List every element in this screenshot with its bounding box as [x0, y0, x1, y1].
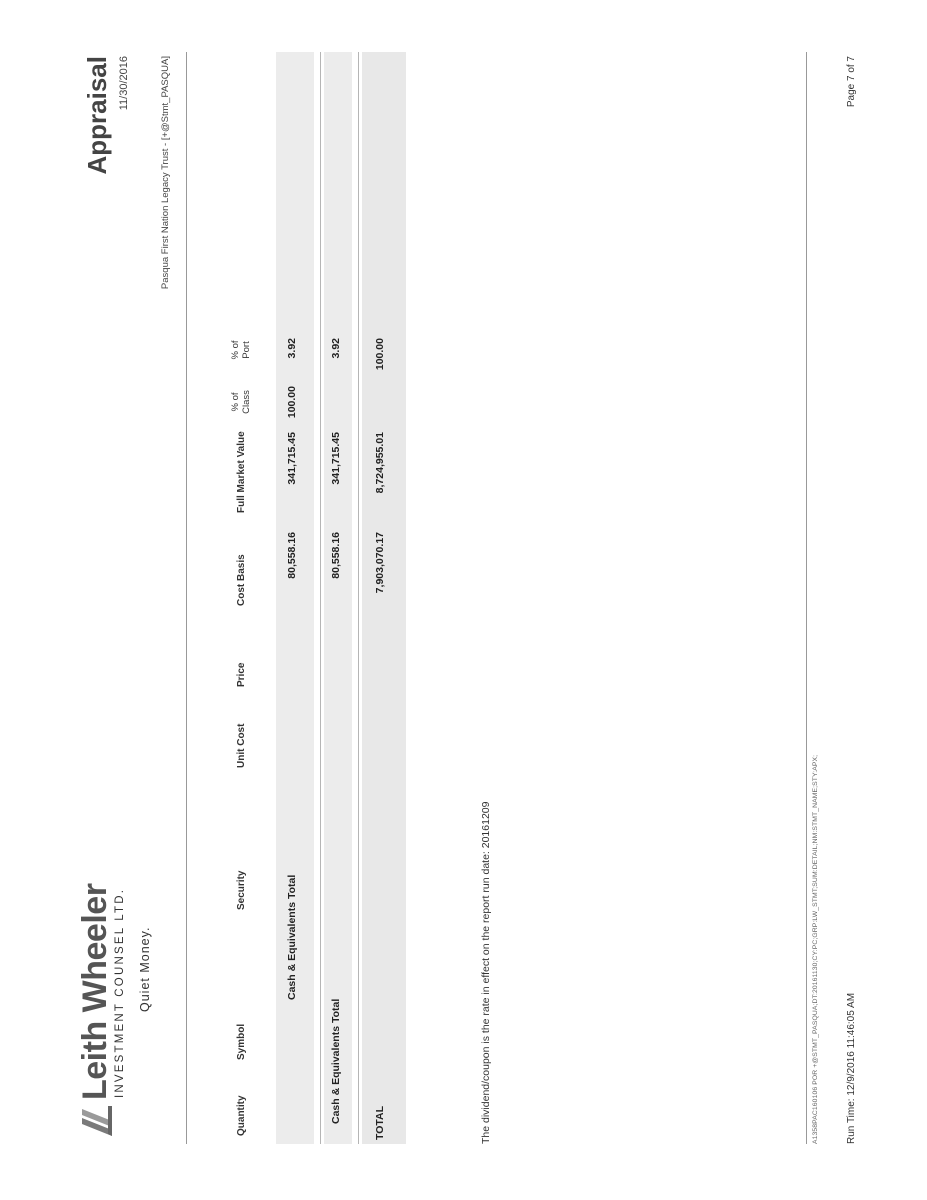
col-header-symbol: Symbol	[236, 1023, 247, 1060]
row-cost-basis: 80,558.16	[330, 532, 342, 579]
col-header-market-value: Full Market Value	[236, 431, 247, 513]
col-header-pct-port-line1: % of	[230, 340, 241, 360]
col-header-unit-cost: Unit Cost	[236, 723, 247, 768]
row-cost-basis: 80,558.16	[286, 532, 298, 579]
brand-subtitle: INVESTMENT COUNSEL LTD.	[114, 887, 126, 1098]
row-pct-port: 3.92	[330, 338, 342, 359]
col-header-pct-class-line1: % of	[230, 392, 241, 412]
footer-divider	[806, 52, 807, 1144]
row-pct-port: 3.92	[286, 338, 298, 359]
total-market-value: 8,724,955.01	[374, 432, 386, 494]
dividend-note: The dividend/coupon is the rate in effect on the report run date: 20161209	[480, 801, 492, 1144]
account-name: Pasqua First Nation Legacy Trust - [+@Stmt_PASQUA]	[160, 56, 171, 290]
brand-tagline: Quiet Money.	[138, 926, 152, 1012]
row-divider	[358, 52, 359, 1144]
row-market-value: 341,715.45	[330, 432, 342, 485]
col-header-price: Price	[236, 662, 247, 687]
col-header-pct-port	[230, 330, 252, 370]
col-header-security: Security	[236, 870, 247, 910]
report-title: Appraisal	[82, 56, 112, 175]
col-header-pct-class-line2: Class	[241, 390, 252, 414]
page-number: Page 7 of 7	[846, 56, 857, 108]
report-date: 11/30/2016	[118, 56, 130, 111]
col-header-pct-class	[230, 382, 252, 422]
col-header-quantity: Quantity	[236, 1095, 247, 1136]
col-header-pct-port-line2: Port	[241, 341, 252, 359]
row-label: Cash & Equivalents Total	[330, 998, 342, 1124]
total-label: TOTAL	[374, 1105, 386, 1140]
row-divider	[320, 52, 321, 1144]
row-pct-class: 100.00	[286, 386, 298, 419]
header-divider	[186, 52, 187, 1144]
total-pct-port: 100.00	[374, 338, 386, 371]
brand-name: Leith Wheeler	[76, 883, 114, 1100]
leith-wheeler-logo-mark	[80, 1104, 114, 1138]
row-label: Cash & Equivalents Total	[286, 874, 298, 1000]
run-time: Run Time: 12/9/2016 11:46:05 AM	[846, 992, 857, 1144]
col-header-cost-basis: Cost Basis	[236, 554, 247, 606]
report-code: A1358PAC160106 POR +@STMT_PASQUA;DT:20161130;CY:PC;GRP:LW_STMT;SUM:DETAIL;NM:STMT_NAME;STY:APX;	[812, 754, 819, 1144]
total-cost-basis: 7,903,070.17	[374, 532, 386, 594]
row-market-value: 341,715.45	[286, 432, 298, 485]
